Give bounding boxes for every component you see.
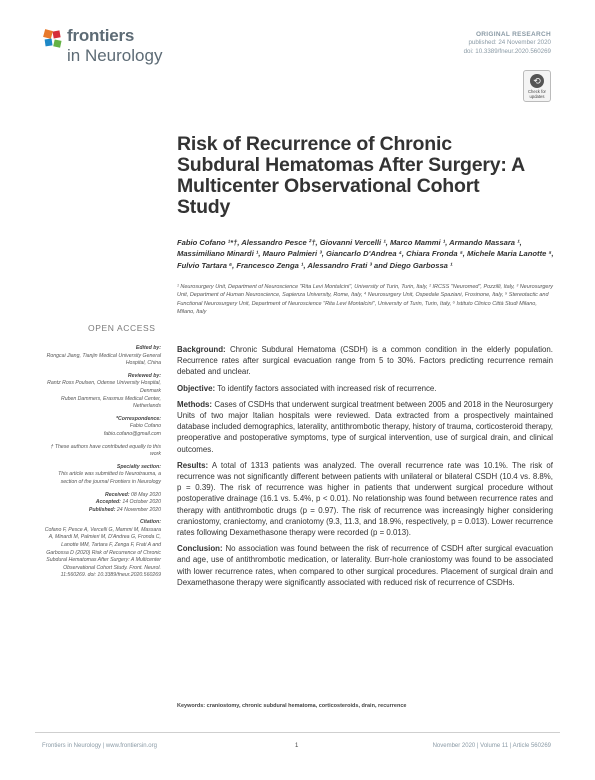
update-check-icon: ⟲ [530, 74, 544, 88]
edited-by-heading: Edited by: [135, 345, 161, 351]
footer-divider [35, 732, 560, 733]
abstract-conclusion: Conclusion: No association was found between the risk of recurrence of CSDH after surgical evacuation and age, use of antithrombotic medication, or laterality. Burr-hole craniostomy was found to be associated with lower recurrence rates, when compared to other surgical procedures. Placement of surgical drain and Dexamethasone therapy were significantly associated with reduced risk of recurrence of CSDHs. [177, 544, 554, 587]
correspondence-email[interactable]: fabio.cofano@gmail.com [103, 430, 161, 437]
footer-journal-link[interactable]: Frontiers in Neurology | www.frontiersin.org [42, 743, 157, 749]
abstract-objective: Objective: To identify factors associated with increased risk of recurrence. [177, 383, 437, 393]
journal-logo [42, 26, 172, 72]
article-sidebar [42, 345, 161, 580]
affiliations: ¹ Neurosurgery Unit, Department of Neuroscience "Rita Levi Montalcini", University of Turin, Turin, Italy, ² IRCSS "Neuromed", Pozzilli, Italy, ³ Neurosurgery Unit, Department of Human Neuroscience, Sapienza University, Rome, Italy, ⁴ Neurosurgery Unit, Ospedale Spaziani, Frosinone, Italy, ⁵ Stereotactic and Functional Neurosurgery Unit, Department of Neuroscience "Rita Levi Montalcini", University of Turin, Turin, Italy, ⁶ Istituto Clinico Città Studi Milano, Milano, Italy [177, 284, 554, 315]
check-for-updates-badge[interactable] [523, 70, 551, 102]
article-meta [464, 31, 551, 56]
citation-heading: Citation: [139, 519, 161, 526]
doi[interactable]: doi: 10.3389/fneur.2020.560269 [463, 48, 551, 55]
frontiers-logo-icon [42, 28, 64, 50]
page-number: 1 [295, 743, 299, 749]
reviewer: Ruben Dammers, Erasmus Medical Center, Netherlands [60, 395, 161, 410]
accepted-row: Accepted: 14 October 2020 [95, 499, 161, 506]
published-date: published: 24 November 2020 [468, 39, 551, 46]
badge-label-1: Check for [528, 89, 546, 94]
abstract-methods: Methods: Cases of CSDHs that underwent surgical treatment between 2005 and 2018 in the Neurosurgery Units of two major Italian hospitals were reviewed. Data extracted from a prospectively maintained database included demographics, laterality, antithrombotic therapy, history of trauma, corticosteroid therapy, preoperative and postoperative symptoms, type of surgical intervention, use of surgical drain, and clinical outcomes. [177, 399, 553, 454]
footer-volume-info: November 2020 | Volume 11 | Article 560269 [432, 743, 551, 749]
received-row: Received: 08 May 2020 [105, 491, 161, 498]
article-type: ORIGINAL RESEARCH [475, 31, 551, 38]
reviewer: Rantz Ross Poulsen, Odense University Hospital, Denmark [47, 380, 161, 394]
reviewed-by-heading: Reviewed by: [127, 372, 161, 379]
specialty-text: This article was submitted to Neurotrauma, a section of the journal Frontiers in Neurology [58, 471, 161, 485]
correspondence-heading: *Correspondence: [116, 415, 161, 422]
editor: Rongcai Jiang, Tianjin Medical University General Hospital, China [46, 352, 161, 367]
abstract-background: Background: Chronic Subdural Hematoma (CSDH) is a common condition in the elderly population. Recurrence rates after surgical evacuation range from 5 to 30%. Factors predicting recurrence remain debated and unclear. [177, 345, 553, 377]
article-title: Risk of Recurrence of Chronic Subdural Hematomas After Surgery: A Multicenter Observational Cohort Study [177, 133, 525, 218]
journal-subname: in Neurology [67, 46, 163, 65]
author-list: Fabio Cofano ¹*†, Alessandro Pesce ²†, Giovanni Vercelli ¹, Marco Mammi ¹, Armando Massara ¹, Massimiliano Minardi ¹, Mauro Palmieri ³, Giancarlo D'Andrea ⁴, Chiara Fronda ⁵, Michele Maria Lanotte ⁵, Fulvio Tartara ⁶, Francesco Zenga ¹, Alessandro Frati ³ and Diego Garbossa ¹ [177, 238, 554, 270]
abstract [177, 344, 553, 593]
open-access-label: OPEN ACCESS [88, 323, 156, 333]
abstract-results: Results: A total of 1313 patients was analyzed. The overall recurrence rate was 10.1%. The risk of recurrence was not significantly different between patients with unilateral or bilateral CSDH (10.4 vs. 8.8%, p = 0.39). The risk of recurrence was higher in patients that underwent surgical procedure without postoperative drainage (16.1 vs. 5.4%, p < 0.01). No relationship was found between recurrence rates and therapy with antithrombotic drugs (p = 0.97). The risk of recurrence was increasingly higher considering craniostomy, craniectomy, and craniotomy (9.3, 11.3, and 18.9%, respectively, p = 0.013). Lower recurrence rates following Dexamethasone therapy were recorded (p = 0.013). [177, 460, 553, 538]
specialty-heading: Specialty section: [116, 463, 161, 470]
keywords: Keywords: craniostomy, chronic subdural hematoma, corticosteroids, drain, recurrence [177, 703, 407, 709]
journal-name: frontiers [67, 26, 135, 45]
badge-label-2: updates [529, 94, 545, 99]
equal-contribution-note: † These authors have contributed equally to this work [50, 443, 161, 458]
correspondence-name: Fabio Cofano [129, 423, 161, 430]
published-row: Published: 24 November 2020 [88, 506, 161, 513]
citation-text: Cofano F, Pesce A, Vercelli G, Mammi M, Massara A, Minardi M, Palmieri M, D'Andrea G, Fronda C, Lanotte MM, Tartara F, Zenga F, Frati A and Garbossa D (2020) Risk of Recurrence of Chronic Subdural Hematomas After Surgery: A Multicenter Observational Cohort Study. Front. Neurol. 11:560269. doi: 10.3389/fneur.2020.560269 [44, 526, 161, 579]
